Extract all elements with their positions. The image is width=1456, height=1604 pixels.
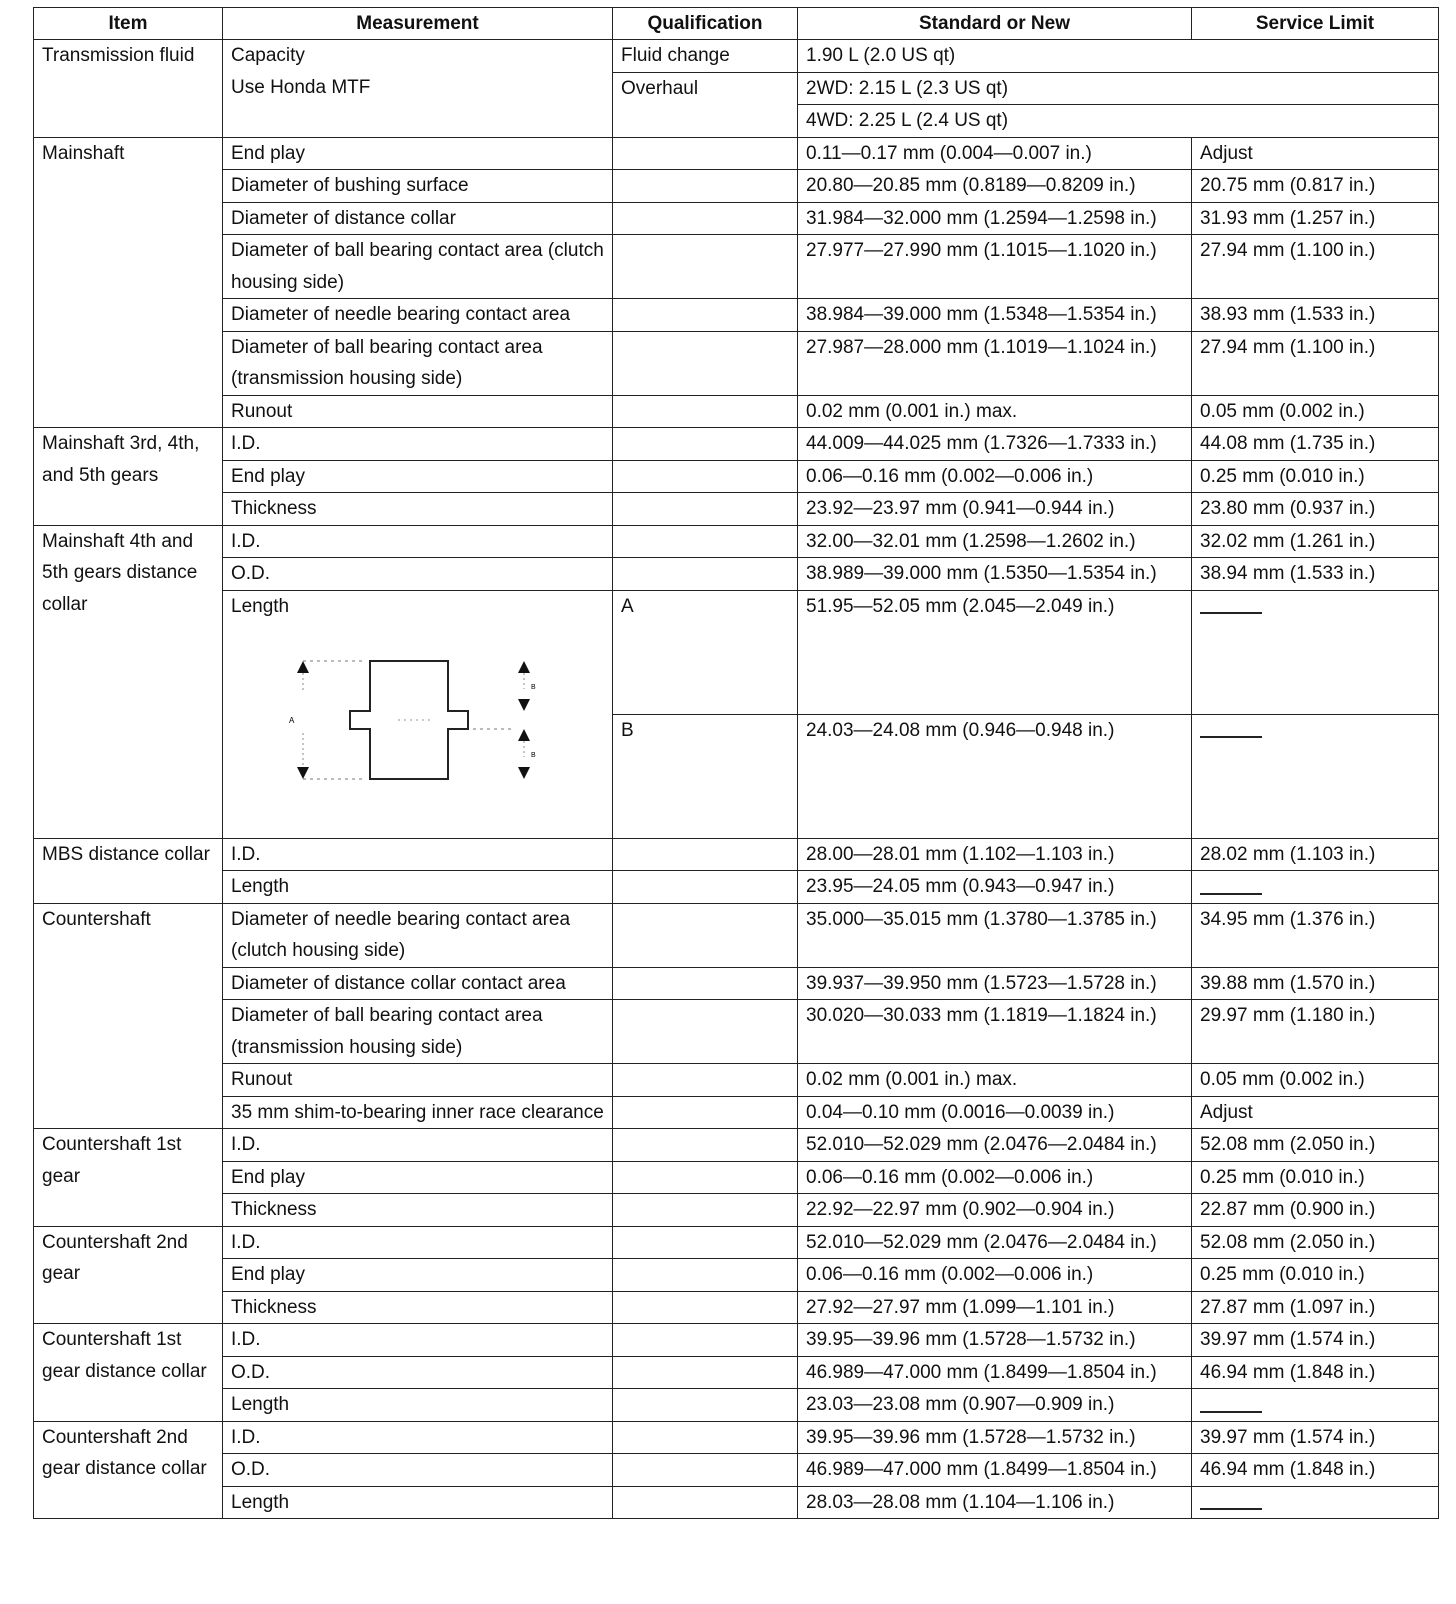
qualification-cell bbox=[613, 1259, 798, 1292]
item-cell: Countershaft 2nd gear bbox=[34, 1226, 223, 1324]
qualification-cell bbox=[613, 1389, 798, 1422]
limit-cell: 0.05 mm (0.002 in.) bbox=[1192, 395, 1439, 428]
limit-cell: 0.05 mm (0.002 in.) bbox=[1192, 1064, 1439, 1097]
standard-cell: 0.06—0.16 mm (0.002—0.006 in.) bbox=[798, 1259, 1192, 1292]
qualification-cell bbox=[613, 871, 798, 904]
standard-cell: 2WD: 2.15 L (2.3 US qt) bbox=[798, 72, 1439, 105]
table-row bbox=[34, 428, 1439, 461]
qualification-cell bbox=[613, 1356, 798, 1389]
limit-cell bbox=[1192, 871, 1439, 904]
measurement-cell: I.D. bbox=[223, 428, 613, 461]
limit-cell: 46.94 mm (1.848 in.) bbox=[1192, 1454, 1439, 1487]
dash-mark bbox=[1200, 1411, 1262, 1413]
measurement-cell: O.D. bbox=[223, 558, 613, 591]
qualification-cell bbox=[613, 493, 798, 526]
table-row bbox=[34, 558, 1439, 591]
standard-cell: 38.984—39.000 mm (1.5348—1.5354 in.) bbox=[798, 299, 1192, 332]
qualification-cell bbox=[613, 1421, 798, 1454]
standard-cell: 28.03—28.08 mm (1.104—1.106 in.) bbox=[798, 1486, 1192, 1519]
table-row bbox=[34, 1454, 1439, 1487]
qualification-cell bbox=[613, 1454, 798, 1487]
measurement-cell: Diameter of needle bearing contact area bbox=[223, 299, 613, 332]
standard-cell: 4WD: 2.25 L (2.4 US qt) bbox=[798, 105, 1439, 138]
table-row bbox=[34, 1389, 1439, 1422]
qualification-cell bbox=[613, 170, 798, 203]
qualification-cell bbox=[613, 395, 798, 428]
standard-cell: 44.009—44.025 mm (1.7326—1.7333 in.) bbox=[798, 428, 1192, 461]
limit-cell: 27.94 mm (1.100 in.) bbox=[1192, 331, 1439, 395]
measurement-cell: End play bbox=[223, 1259, 613, 1292]
measurement-cell: I.D. bbox=[223, 525, 613, 558]
header-measurement: Measurement bbox=[223, 8, 613, 40]
table-row bbox=[34, 1421, 1439, 1454]
limit-cell: 38.93 mm (1.533 in.) bbox=[1192, 299, 1439, 332]
arrow-down-icon bbox=[518, 767, 530, 779]
measurement-cell: O.D. bbox=[223, 1356, 613, 1389]
table-row bbox=[34, 1161, 1439, 1194]
qualification-cell bbox=[613, 1486, 798, 1519]
limit-cell: 0.25 mm (0.010 in.) bbox=[1192, 1259, 1439, 1292]
table-row bbox=[34, 137, 1439, 170]
table-row bbox=[34, 493, 1439, 526]
table-row bbox=[34, 1129, 1439, 1162]
limit-cell: 28.02 mm (1.103 in.) bbox=[1192, 838, 1439, 871]
limit-cell: 27.94 mm (1.100 in.) bbox=[1192, 235, 1439, 299]
item-cell: Mainshaft bbox=[34, 137, 223, 428]
table-row bbox=[34, 838, 1439, 871]
qualification-cell bbox=[613, 1161, 798, 1194]
standard-cell: 27.977—27.990 mm (1.1015—1.1020 in.) bbox=[798, 235, 1192, 299]
measurement-text: Use Honda MTF bbox=[231, 76, 371, 98]
measurement-cell: I.D. bbox=[223, 838, 613, 871]
standard-cell: 0.04—0.10 mm (0.0016—0.0039 in.) bbox=[798, 1096, 1192, 1129]
table-row bbox=[34, 1194, 1439, 1227]
header-row bbox=[34, 8, 1439, 40]
table-row bbox=[34, 1291, 1439, 1324]
limit-cell bbox=[1192, 714, 1439, 838]
standard-cell: 39.937—39.950 mm (1.5723—1.5728 in.) bbox=[798, 967, 1192, 1000]
qualification-cell: Fluid change bbox=[613, 40, 798, 73]
measurement-cell: Diameter of needle bearing contact area (clutch housing side) bbox=[223, 903, 613, 967]
item-cell: Mainshaft 3rd, 4th, and 5th gears bbox=[34, 428, 223, 526]
measurement-cell: Diameter of distance collar bbox=[223, 202, 613, 235]
standard-cell: 20.80—20.85 mm (0.8189—0.8209 in.) bbox=[798, 170, 1192, 203]
table-row bbox=[34, 1324, 1439, 1357]
arrow-up-icon bbox=[518, 729, 530, 741]
qualification-cell bbox=[613, 331, 798, 395]
standard-cell: 23.03—23.08 mm (0.907—0.909 in.) bbox=[798, 1389, 1192, 1422]
limit-cell: 52.08 mm (2.050 in.) bbox=[1192, 1226, 1439, 1259]
qualification-cell bbox=[613, 460, 798, 493]
table-row bbox=[34, 40, 1439, 73]
limit-cell: 0.25 mm (0.010 in.) bbox=[1192, 1161, 1439, 1194]
arrow-up-icon bbox=[297, 661, 309, 673]
measurement-cell: Runout bbox=[223, 395, 613, 428]
standard-cell: 46.989—47.000 mm (1.8499—1.8504 in.) bbox=[798, 1356, 1192, 1389]
header-qualification: Qualification bbox=[613, 8, 798, 40]
measurement-cell: Diameter of ball bearing contact area (clutch housing side) bbox=[223, 235, 613, 299]
measurement-cell: Thickness bbox=[223, 1291, 613, 1324]
qualification-cell bbox=[613, 299, 798, 332]
diagram-label-a: A bbox=[289, 715, 295, 725]
measurement-cell: 35 mm shim-to-bearing inner race clearance bbox=[223, 1096, 613, 1129]
measurement-cell: I.D. bbox=[223, 1324, 613, 1357]
standard-cell: 0.11—0.17 mm (0.004—0.007 in.) bbox=[798, 137, 1192, 170]
measurement-cell: O.D. bbox=[223, 1454, 613, 1487]
standard-cell: 52.010—52.029 mm (2.0476—2.0484 in.) bbox=[798, 1226, 1192, 1259]
qualification-cell bbox=[613, 558, 798, 591]
standard-cell: 0.06—0.16 mm (0.002—0.006 in.) bbox=[798, 1161, 1192, 1194]
standard-cell: 51.95—52.05 mm (2.045—2.049 in.) bbox=[798, 590, 1192, 714]
table-row bbox=[34, 1356, 1439, 1389]
table-row bbox=[34, 1486, 1439, 1519]
qualification-cell bbox=[613, 903, 798, 967]
measurement-cell: Length bbox=[223, 871, 613, 904]
dash-mark bbox=[1200, 612, 1262, 614]
measurement-cell: Diameter of ball bearing contact area (transmission housing side) bbox=[223, 1000, 613, 1064]
qualification-cell bbox=[613, 235, 798, 299]
measurement-cell: Thickness bbox=[223, 493, 613, 526]
measurement-cell bbox=[223, 40, 613, 138]
standard-cell: 35.000—35.015 mm (1.3780—1.3785 in.) bbox=[798, 903, 1192, 967]
item-cell: Countershaft 1st gear bbox=[34, 1129, 223, 1227]
limit-cell: 32.02 mm (1.261 in.) bbox=[1192, 525, 1439, 558]
qualification-cell bbox=[613, 967, 798, 1000]
standard-cell: 27.987—28.000 mm (1.1019—1.1024 in.) bbox=[798, 331, 1192, 395]
qualification-cell bbox=[613, 1129, 798, 1162]
dash-mark bbox=[1200, 893, 1262, 895]
table-row bbox=[34, 967, 1439, 1000]
item-cell: Countershaft 2nd gear distance collar bbox=[34, 1421, 223, 1519]
measurement-text: Length bbox=[231, 595, 290, 617]
measurement-cell: Thickness bbox=[223, 1194, 613, 1227]
item-cell: Countershaft bbox=[34, 903, 223, 1129]
limit-cell: Adjust bbox=[1192, 1096, 1439, 1129]
table-row bbox=[34, 460, 1439, 493]
standard-cell: 1.90 L (2.0 US qt) bbox=[798, 40, 1439, 73]
diagram-label-b: B bbox=[531, 683, 536, 691]
arrow-up-icon bbox=[518, 661, 530, 673]
qualification-cell bbox=[613, 1000, 798, 1064]
measurement-cell: Length bbox=[223, 1486, 613, 1519]
measurement-cell: Length bbox=[223, 1389, 613, 1422]
qualification-cell bbox=[613, 838, 798, 871]
table-row bbox=[34, 331, 1439, 395]
collar-diagram bbox=[223, 627, 603, 827]
table-row bbox=[34, 871, 1439, 904]
standard-cell: 39.95—39.96 mm (1.5728—1.5732 in.) bbox=[798, 1324, 1192, 1357]
table-row bbox=[34, 590, 1439, 714]
standard-cell: 46.989—47.000 mm (1.8499—1.8504 in.) bbox=[798, 1454, 1192, 1487]
standard-cell: 38.989—39.000 mm (1.5350—1.5354 in.) bbox=[798, 558, 1192, 591]
qualification-cell bbox=[613, 1291, 798, 1324]
standard-cell: 24.03—24.08 mm (0.946—0.948 in.) bbox=[798, 714, 1192, 838]
limit-cell: 20.75 mm (0.817 in.) bbox=[1192, 170, 1439, 203]
limit-cell: 31.93 mm (1.257 in.) bbox=[1192, 202, 1439, 235]
dash-mark bbox=[1200, 1508, 1262, 1510]
table-row bbox=[34, 202, 1439, 235]
standard-cell: 0.06—0.16 mm (0.002—0.006 in.) bbox=[798, 460, 1192, 493]
item-cell: Countershaft 1st gear distance collar bbox=[34, 1324, 223, 1422]
header-item: Item bbox=[34, 8, 223, 40]
limit-cell: 0.25 mm (0.010 in.) bbox=[1192, 460, 1439, 493]
standard-cell: 32.00—32.01 mm (1.2598—1.2602 in.) bbox=[798, 525, 1192, 558]
limit-cell: 39.97 mm (1.574 in.) bbox=[1192, 1324, 1439, 1357]
measurement-cell: Diameter of ball bearing contact area (transmission housing side) bbox=[223, 331, 613, 395]
qualification-cell bbox=[613, 202, 798, 235]
header-service-limit: Service Limit bbox=[1192, 8, 1439, 40]
qualification-cell bbox=[613, 1226, 798, 1259]
item-cell: Mainshaft 4th and 5th gears distance collar bbox=[34, 525, 223, 838]
arrow-down-icon bbox=[297, 767, 309, 779]
qualification-cell: Overhaul bbox=[613, 72, 798, 137]
standard-cell: 22.92—22.97 mm (0.902—0.904 in.) bbox=[798, 1194, 1192, 1227]
standard-cell: 0.02 mm (0.001 in.) max. bbox=[798, 395, 1192, 428]
table-row bbox=[34, 1226, 1439, 1259]
limit-cell: 52.08 mm (2.050 in.) bbox=[1192, 1129, 1439, 1162]
table-row bbox=[34, 525, 1439, 558]
limit-cell: 23.80 mm (0.937 in.) bbox=[1192, 493, 1439, 526]
measurement-cell bbox=[223, 590, 613, 838]
header-standard: Standard or New bbox=[798, 8, 1192, 40]
measurement-cell: End play bbox=[223, 460, 613, 493]
measurement-cell: I.D. bbox=[223, 1129, 613, 1162]
standard-cell: 52.010—52.029 mm (2.0476—2.0484 in.) bbox=[798, 1129, 1192, 1162]
table-row bbox=[34, 1096, 1439, 1129]
table-row bbox=[34, 903, 1439, 967]
table-row bbox=[34, 1259, 1439, 1292]
table-row bbox=[34, 299, 1439, 332]
standard-cell: 30.020—30.033 mm (1.1819—1.1824 in.) bbox=[798, 1000, 1192, 1064]
limit-cell: 39.97 mm (1.574 in.) bbox=[1192, 1421, 1439, 1454]
standard-cell: 27.92—27.97 mm (1.099—1.101 in.) bbox=[798, 1291, 1192, 1324]
qualification-cell: A bbox=[613, 590, 798, 714]
table-row bbox=[34, 235, 1439, 299]
item-cell: Transmission fluid bbox=[34, 40, 223, 138]
limit-cell: 39.88 mm (1.570 in.) bbox=[1192, 967, 1439, 1000]
limit-cell: 27.87 mm (1.097 in.) bbox=[1192, 1291, 1439, 1324]
standard-cell: 28.00—28.01 mm (1.102—1.103 in.) bbox=[798, 838, 1192, 871]
table-row bbox=[34, 170, 1439, 203]
measurement-cell: End play bbox=[223, 1161, 613, 1194]
limit-cell: 46.94 mm (1.848 in.) bbox=[1192, 1356, 1439, 1389]
diagram-label-b: B bbox=[531, 751, 536, 759]
qualification-cell bbox=[613, 1096, 798, 1129]
limit-cell bbox=[1192, 1486, 1439, 1519]
standard-cell: 31.984—32.000 mm (1.2594—1.2598 in.) bbox=[798, 202, 1192, 235]
standard-cell: 0.02 mm (0.001 in.) max. bbox=[798, 1064, 1192, 1097]
table-row bbox=[34, 1064, 1439, 1097]
qualification-cell bbox=[613, 1194, 798, 1227]
dash-mark bbox=[1200, 736, 1262, 738]
standard-cell: 23.92—23.97 mm (0.941—0.944 in.) bbox=[798, 493, 1192, 526]
spec-table bbox=[33, 7, 1439, 1519]
qualification-cell bbox=[613, 1064, 798, 1097]
limit-cell bbox=[1192, 1389, 1439, 1422]
arrow-down-icon bbox=[518, 699, 530, 711]
measurement-cell: I.D. bbox=[223, 1421, 613, 1454]
table-row bbox=[34, 1000, 1439, 1064]
measurement-cell: Diameter of bushing surface bbox=[223, 170, 613, 203]
qualification-cell bbox=[613, 137, 798, 170]
qualification-cell: B bbox=[613, 714, 798, 838]
limit-cell: Adjust bbox=[1192, 137, 1439, 170]
limit-cell: 44.08 mm (1.735 in.) bbox=[1192, 428, 1439, 461]
limit-cell: 34.95 mm (1.376 in.) bbox=[1192, 903, 1439, 967]
measurement-cell: I.D. bbox=[223, 1226, 613, 1259]
qualification-cell bbox=[613, 428, 798, 461]
standard-cell: 23.95—24.05 mm (0.943—0.947 in.) bbox=[798, 871, 1192, 904]
measurement-cell: Diameter of distance collar contact area bbox=[223, 967, 613, 1000]
standard-cell: 39.95—39.96 mm (1.5728—1.5732 in.) bbox=[798, 1421, 1192, 1454]
qualification-cell bbox=[613, 525, 798, 558]
measurement-cell: Runout bbox=[223, 1064, 613, 1097]
limit-cell: 22.87 mm (0.900 in.) bbox=[1192, 1194, 1439, 1227]
limit-cell: 38.94 mm (1.533 in.) bbox=[1192, 558, 1439, 591]
measurement-text: Capacity bbox=[231, 45, 305, 66]
item-cell: MBS distance collar bbox=[34, 838, 223, 903]
qualification-cell bbox=[613, 1324, 798, 1357]
limit-cell: 29.97 mm (1.180 in.) bbox=[1192, 1000, 1439, 1064]
table-row bbox=[34, 395, 1439, 428]
limit-cell bbox=[1192, 590, 1439, 714]
measurement-cell: End play bbox=[223, 137, 613, 170]
